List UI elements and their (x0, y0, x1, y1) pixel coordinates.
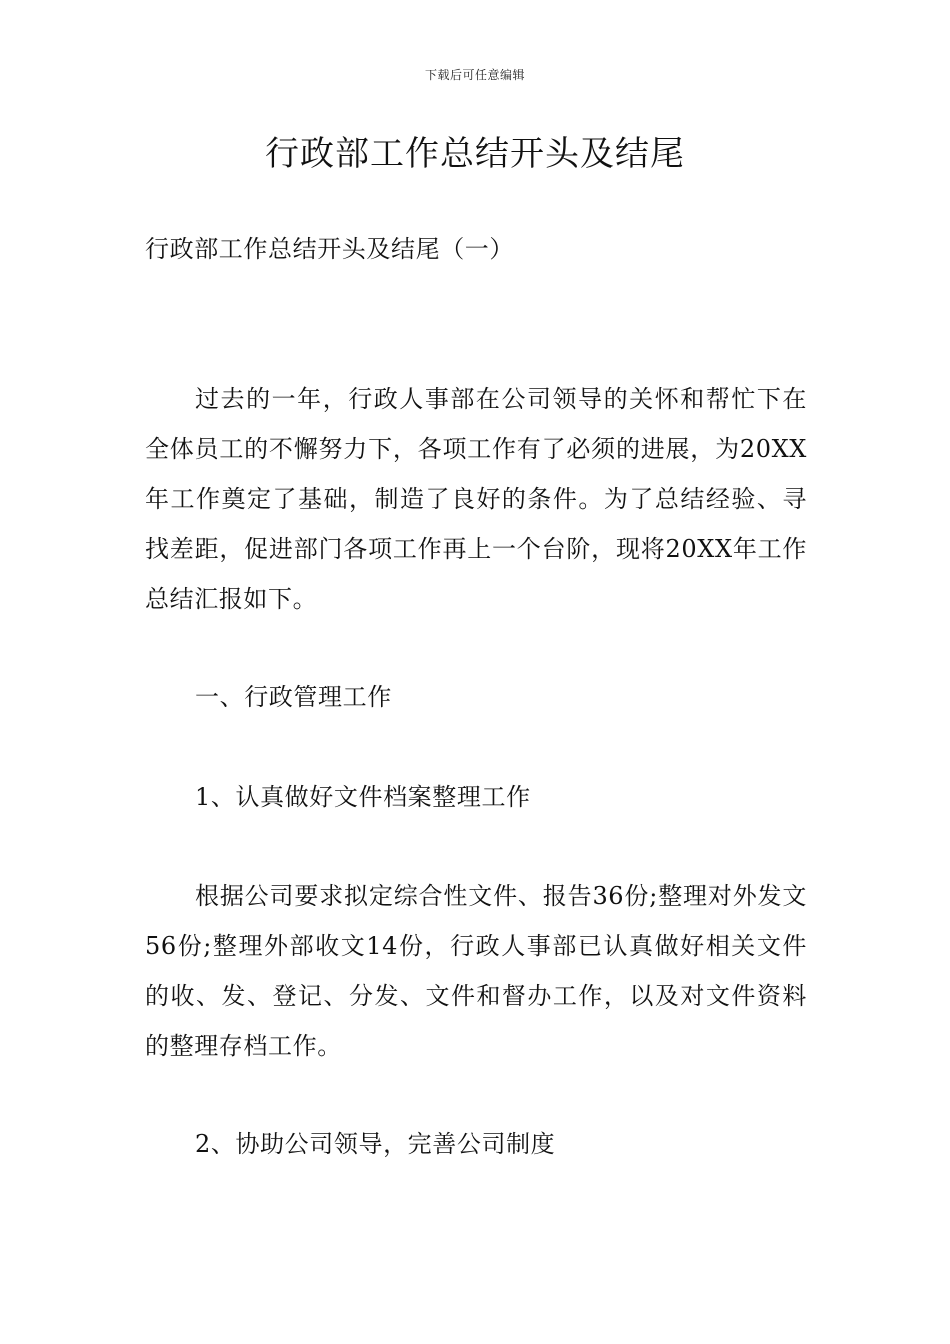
item-2-heading: 2、协助公司领导，完善公司制度 (195, 1130, 556, 1158)
section-heading-block (145, 672, 807, 722)
document-subtitle: 行政部工作总结开头及结尾（一） (145, 235, 514, 263)
item-1-paragraph: 根据公司要求拟定综合性文件、报告36份;整理对外发文56份;整理外部收文14份，行政人事部已认真做好相关文件的收、发、登记、分发、文件和督办工作，以及对文件资料的整理存档工作。 (145, 882, 807, 1060)
item-1-heading: 1、认真做好文件档案整理工作 (195, 783, 531, 811)
intro-paragraph: 过去的一年，行政人事部在公司领导的关怀和帮忙下在全体员工的不懈努力下，各项工作有了必须的进展，为20XX年工作奠定了基础，制造了良好的条件。为了总结经验、寻找差距，促进部门各项工作再上一个台阶，现将20XX年工作总结汇报如下。 (145, 385, 807, 613)
item-2-heading-block (145, 1119, 807, 1169)
header-note: 下载后可任意编辑 (424, 68, 525, 82)
intro-block (145, 374, 807, 624)
item-1-heading-block (145, 772, 807, 822)
document-title: 行政部工作总结开头及结尾 (265, 134, 685, 174)
item-1-block (145, 871, 807, 1071)
section-1-heading: 一、行政管理工作 (195, 683, 392, 711)
